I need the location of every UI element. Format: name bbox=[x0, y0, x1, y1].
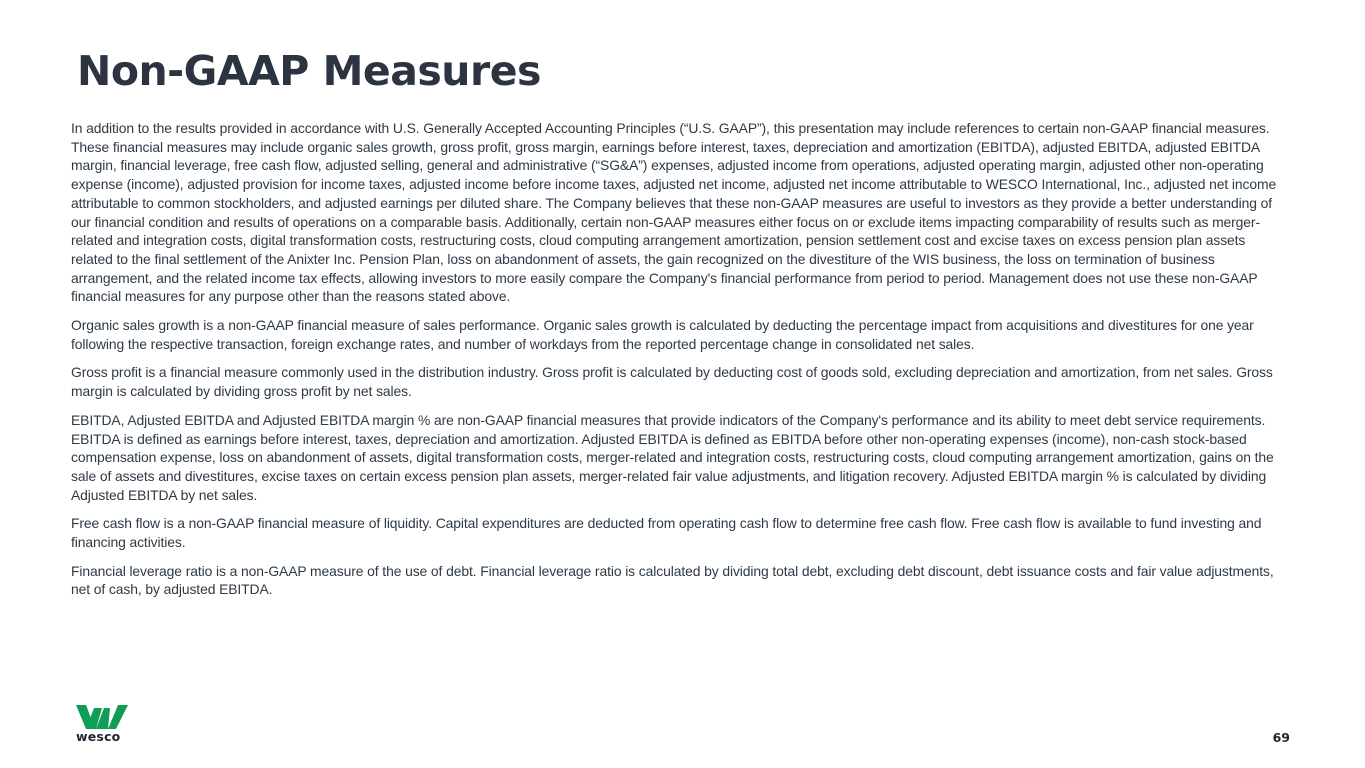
paragraph-ebitda: EBITDA, Adjusted EBITDA and Adjusted EBITDA margin % are non-GAAP financial measures that provide indicators of the Company's performance and its ability to meet debt service requirements. EBITDA is defined as earnings before interest, taxes, depreciation and amortization. Adjusted EBITDA is defined as EBITDA before other non-operating expenses (income), non-cash stock-based compensation expense, loss on abandonment of assets, digital transformation costs, merger-related and integration costs, restructuring costs, cloud computing arrangement amortization, gains on the sale of assets and divestitures, excise taxes on certain excess pension plan assets, merger-related fair value adjustments, and litigation recovery. Adjusted EBITDA margin % is calculated by dividing Adjusted EBITDA by net sales. bbox=[71, 411, 1274, 503]
page-title: Non-GAAP Measures bbox=[77, 47, 541, 95]
wesco-wordmark: wesco bbox=[76, 729, 121, 744]
paragraph-free-cash-flow: Free cash flow is a non-GAAP financial measure of liquidity. Capital expenditures are deducted from operating cash flow to determine free cash flow. Free cash flow is available to fund investing and financing activities. bbox=[71, 515, 1262, 551]
page-number: 69 bbox=[1272, 730, 1290, 745]
wesco-w-icon bbox=[76, 705, 128, 729]
body-text bbox=[71, 119, 1283, 609]
paragraph-financial-leverage: Financial leverage ratio is a non-GAAP measure of the use of debt. Financial leverage ratio is calculated by dividing total debt, excluding debt discount, debt issuance costs and fair value adjustments, net of cash, by adjusted EBITDA. bbox=[71, 562, 1274, 598]
paragraph-organic-sales-growth: Organic sales growth is a non-GAAP financial measure of sales performance. Organic sales growth is calculated by deducting the percentage impact from acquisitions and divestitures for one year following the respective transaction, foreign exchange rates, and number of workdays from the reported percentage change in consolidated net sales. bbox=[71, 317, 1254, 352]
wesco-logo bbox=[76, 705, 130, 745]
paragraph-gross-profit: Gross profit is a financial measure commonly used in the distribution industry. Gross profit is calculated by deducting cost of goods sold, excluding depreciation and amortization, from net sales. Gross margin is calculated by dividing gross profit by net sales. bbox=[71, 364, 1273, 400]
paragraph-intro: In addition to the results provided in accordance with U.S. Generally Accepted Accounting Principles (“U.S. GAAP”), this presentation may include references to certain non-GAAP financial measures. These financial measures may include organic sales growth, gross profit, gross margin, earnings before interest, taxes, depreciation and amortization (EBITDA), adjusted EBITDA, adjusted EBITDA margin, financial leverage, free cash flow, adjusted selling, general and administrative (“SG&A”) expenses, adjusted income from operations, adjusted operating margin, adjusted other non-operating expense (income), adjusted provision for income taxes, adjusted income before income taxes, adjusted net income, adjusted net income attributable to WESCO International, Inc., adjusted net income attributable to common stockholders, and adjusted earnings per diluted share. The Company believes that these non-GAAP measures are useful to investors as they provide a better understanding of our financial condition and results of operations on a comparable basis. Additionally, certain non-GAAP measures either focus on or exclude items impacting comparability of results such as merger-related and integration costs, digital transformation costs, restructuring costs, cloud computing arrangement amortization, pension settlement cost and excise taxes on excess pension plan assets related to the final settlement of the Anixter Inc. Pension Plan, loss on abandonment of assets, the gain recognized on the divestiture of the WIS business, the loss on termination of business arrangement, and the related income tax effects, allowing investors to more easily compare the Company's financial performance from period to period. Management does not use these non-GAAP financial measures for any purpose other than the reasons stated above. bbox=[71, 120, 1277, 305]
